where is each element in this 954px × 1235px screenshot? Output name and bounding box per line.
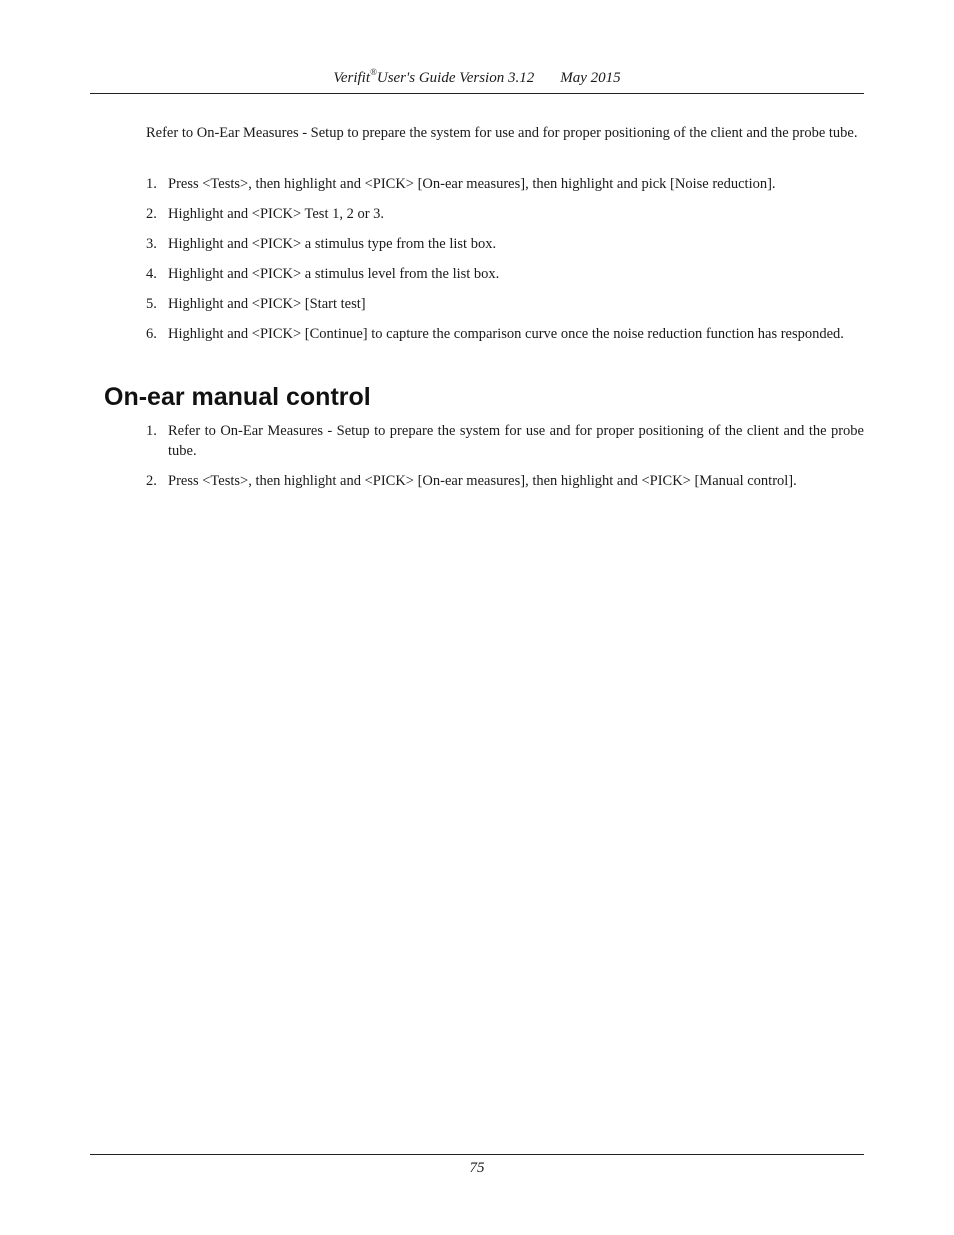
list-item-number: 4. xyxy=(146,266,157,282)
manual-control-steps xyxy=(146,422,864,502)
list-item-number: 2. xyxy=(146,472,157,489)
list-item xyxy=(146,175,864,195)
list-item-text: Highlight and <PICK> [Start test] xyxy=(168,296,366,312)
list-item xyxy=(146,472,864,492)
noise-reduction-steps xyxy=(146,175,864,355)
list-item-text: Highlight and <PICK> Test 1, 2 or 3. xyxy=(168,206,385,222)
page-header xyxy=(90,66,864,94)
list-item-text: Press <Tests>, then highlight and <PICK> [On-ear measures], then highlight and <PICK> [Manual control]. xyxy=(168,472,797,489)
list-item-text: Highlight and <PICK> [Continue] to capture the comparison curve once the noise reduction function has responded. xyxy=(168,326,844,342)
list-item-text: Press <Tests>, then highlight and <PICK> [On-ear measures], then highlight and pick [Noise reduction]. xyxy=(168,176,776,192)
header-product: Verifit xyxy=(333,70,371,86)
list-item-number: 1. xyxy=(146,423,157,439)
list-item-number: 5. xyxy=(146,296,157,312)
list-item-number: 6. xyxy=(146,326,157,342)
page-number: 75 xyxy=(469,1160,485,1176)
section-title: On-ear manual control xyxy=(104,383,371,411)
list-item xyxy=(146,265,864,285)
list-item xyxy=(146,295,864,315)
list-item xyxy=(146,205,864,225)
list-item-number: 1. xyxy=(146,176,157,192)
header-date: May 2015 xyxy=(560,70,621,86)
header-guide-title: User's Guide Version 3.12 xyxy=(376,70,535,86)
list-item xyxy=(146,325,864,345)
intro-paragraph: Refer to On-Ear Measures - Setup to prepare the system for use and for proper positioning of the client and the probe tube. xyxy=(146,125,858,141)
list-item-text: Highlight and <PICK> a stimulus type from the list box. xyxy=(168,236,497,252)
list-item xyxy=(146,422,864,461)
list-item-text: Highlight and <PICK> a stimulus level from the list box. xyxy=(168,266,500,282)
list-item-text: Refer to On-Ear Measures - Setup to prepare the system for use and for proper positioning of the client and the probe tube. xyxy=(168,423,864,459)
page-footer xyxy=(90,1154,864,1181)
list-item-number: 3. xyxy=(146,236,157,252)
registered-mark: ® xyxy=(370,67,377,77)
list-item xyxy=(146,235,864,255)
list-item-number: 2. xyxy=(146,206,157,222)
